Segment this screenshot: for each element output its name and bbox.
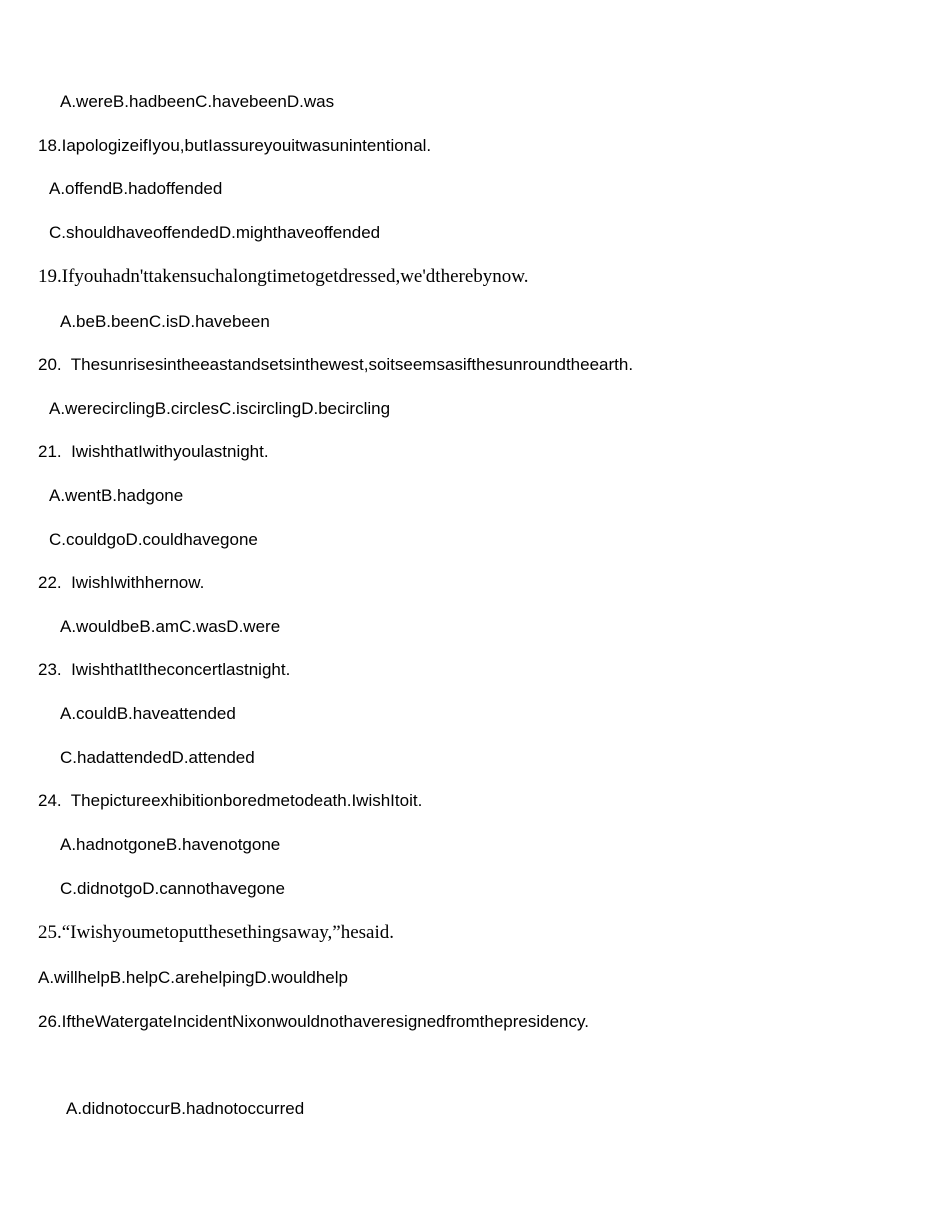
q23-options-ab: A.couldB.haveattended [60,704,236,723]
q25-options: A.willhelpB.helpC.arehelpingD.wouldhelp [38,968,348,987]
q24-options-ab: A.hadnotgoneB.havenotgone [60,835,281,854]
q21-options-cd: C.couldgoD.couldhavegone [49,530,258,549]
q24-options-cd: C.didnotgoD.cannothavegone [60,879,285,898]
q25-question: 25.“Iwishyoumetoputthesethingsaway,”hesaid. [38,922,394,943]
q26-options: A.didnotoccurB.hadnotoccurred [66,1099,305,1118]
q19-question: 19.Ifyouhadn'ttakensuchalongtimetogetdressed,we'dtherebynow. [38,266,529,287]
q18-options-ab: A.offendB.hadoffended [49,179,223,198]
q18-question: 18.IapologizeifIyou,butIassureyouitwasunintentional. [38,136,432,155]
q22-options: A.wouldbeB.amC.wasD.were [60,617,281,636]
q24-question: 24. Thepictureexhibitionboredmetodeath.IwishItoit. [38,791,423,810]
q23-question: 23. IwishthatItheconcertlastnight. [38,660,291,679]
q17-options: A.wereB.hadbeenC.havebeenD.was [60,92,335,111]
q19-options: A.beB.beenC.isD.havebeen [60,312,270,331]
q20-question: 20. Thesunrisesintheeastandsetsinthewest,soitseemsasifthesunroundtheearth. [38,355,634,374]
q21-question: 21. IwishthatIwithyoulastnight. [38,442,269,461]
q21-options-ab: A.wentB.hadgone [49,486,184,505]
q26-question: 26.IftheWatergateIncidentNixonwouldnothaveresignedfromthepresidency. [38,1012,589,1031]
q18-options-cd: C.shouldhaveoffendedD.mighthaveoffended [49,223,381,242]
q23-options-cd: C.hadattendedD.attended [60,748,255,767]
q20-options: A.werecirclingB.circlesC.iscirclingD.becircling [49,399,391,418]
q22-question: 22. IwishIwithhernow. [38,573,205,592]
